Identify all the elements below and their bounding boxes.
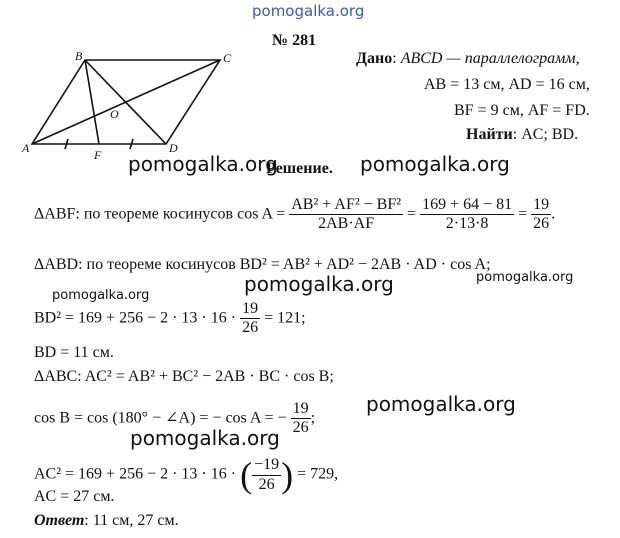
watermark-5: pomogalka.org: [476, 270, 574, 285]
fraction-cos-a-values: [420, 196, 514, 234]
watermark-4: pomogalka.org: [244, 272, 394, 296]
line6-prefix: cos B = cos (180° − ∠A) = − cos A = −: [34, 409, 287, 427]
label-a: A: [22, 141, 30, 155]
line6-suffix: ;: [310, 409, 316, 427]
answer-value: : 11 см, 27 см.: [84, 512, 179, 529]
frac6-numerator: −19: [252, 456, 281, 475]
line7-suffix: = 729,: [297, 465, 339, 483]
answer-label: Ответ: [34, 512, 85, 529]
find-label: Найти: [466, 126, 513, 143]
frac2-denominator: 2·13·8: [445, 215, 489, 233]
label-c: C: [223, 51, 232, 65]
watermark-3: pomogalka.org: [360, 152, 510, 176]
given-line2: AB = 13 см, AD = 16 см,: [424, 76, 590, 93]
solution-line4: BD = 11 см.: [34, 344, 114, 361]
frac2-numerator: 169 + 64 − 81: [420, 196, 514, 215]
watermark-2: pomogalka.org: [128, 152, 278, 176]
frac1-denominator: 2AB·AF: [318, 215, 375, 233]
problem-number: № 281: [272, 32, 317, 49]
label-b: B: [75, 49, 83, 63]
frac3-denominator: 26: [533, 215, 550, 233]
solution-line7: AC² = 169 + 256 − 2 · 13 · 16 · ( $\frac{-19}{26}$ ) = 729,: [34, 455, 339, 495]
frac4-denominator: 26: [242, 319, 259, 337]
given-label: Дано: [356, 50, 393, 67]
solution-line8: AC = 27 см.: [34, 488, 115, 505]
frac5-numerator: 19: [291, 400, 311, 419]
given-text1: ABCD — параллелограмм,: [400, 50, 580, 67]
parallelogram-figure: [20, 48, 250, 163]
frac3-numerator: 19: [531, 196, 551, 215]
watermark-top: pomogalka.org: [252, 2, 365, 20]
line3-prefix: BD² = 169 + 256 − 2 · 13 · 16 ·: [34, 309, 237, 327]
find-line: Найти: AC; BD.: [466, 126, 579, 143]
solution-line3: [34, 300, 306, 338]
watermark-8: pomogalka.org: [130, 426, 280, 450]
solution-heading: Решение.: [266, 160, 333, 177]
label-o: O: [110, 107, 119, 121]
watermark-7: pomogalka.org: [366, 392, 516, 416]
line7-prefix: AC² = 169 + 256 − 2 · 13 · 16 ·: [34, 465, 237, 483]
fraction-cos-a-result: [531, 196, 551, 234]
frac5-denominator: 26: [292, 419, 309, 437]
solution-line2: ΔABD: по теореме косинусов BD² = AB² + AD² − 2AB · AD · cos A;: [34, 256, 491, 273]
frac6-denominator: 26: [258, 475, 275, 493]
label-f: F: [94, 148, 102, 162]
frac4-numerator: 19: [240, 300, 260, 319]
line1-prefix: ΔABF: по теореме косинусов cos A =: [34, 205, 286, 223]
solution-line5: ΔABC: AC² = AB² + BC² − 2AB · BC · cos B;: [34, 368, 334, 385]
fraction-19-26: [240, 300, 260, 338]
given-line1: Дано: ABCD — параллелограмм,: [356, 50, 580, 67]
frac1-numerator: AB² + AF² − BF²: [289, 196, 403, 215]
answer-line: [34, 512, 179, 530]
line3-suffix: = 121;: [264, 309, 306, 327]
solution-line1: ΔABF: по теореме косинусов cos A = $\frac{\text{AB² + AF² − BF²}}{2AB\cdot AF}$ = $\frac{169 + 64 - 81}{2\cdot 13\cdot 8}$ = $\frac{19}{26}$ .: [34, 196, 556, 233]
fraction-minus-19-26: [291, 400, 311, 438]
watermark-6: pomogalka.org: [52, 288, 150, 303]
label-d: D: [169, 141, 178, 155]
find-value: AC; BD.: [521, 126, 579, 143]
given-line3: BF = 9 см, AF = FD.: [454, 102, 590, 119]
fraction-negative-19-26: [252, 456, 281, 494]
fraction-cos-a-formula: [289, 196, 403, 234]
